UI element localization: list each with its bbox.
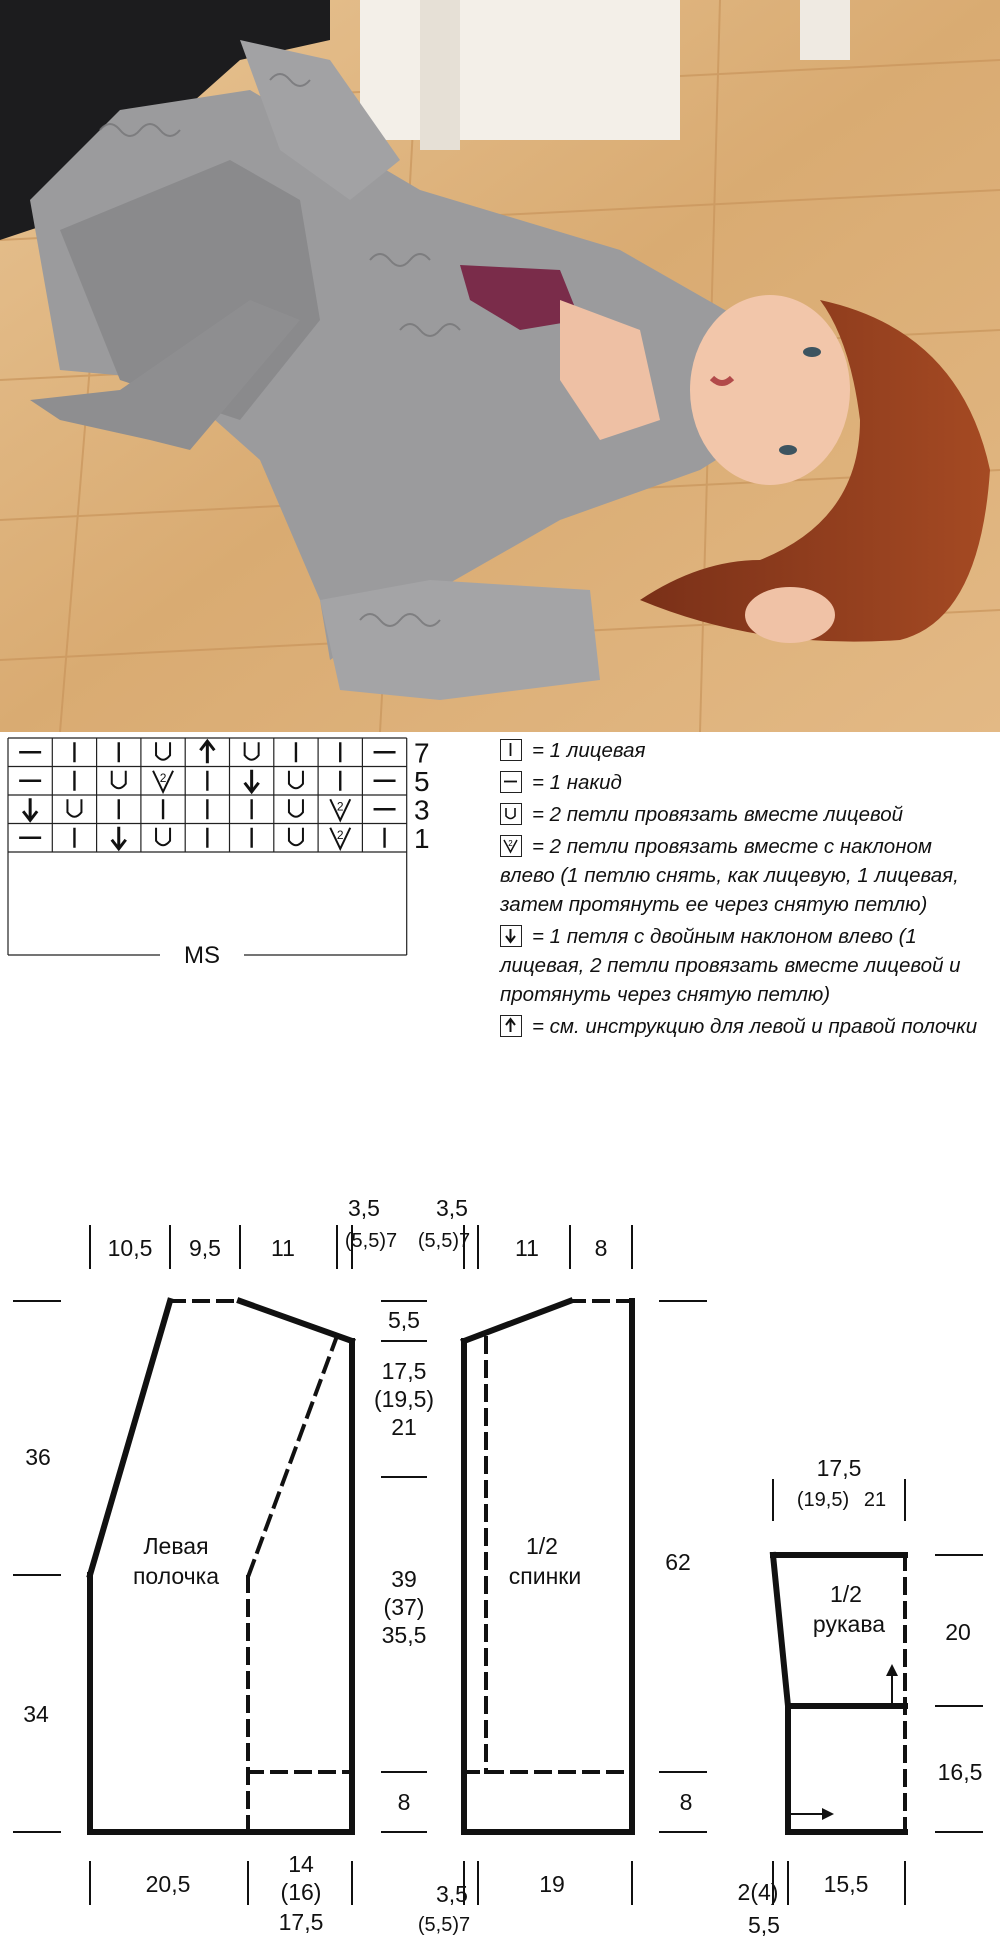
legend-text: = 1 петля с двойным наклоном влево (1 лицевая, 2 петли провязать вместе лицевой и протянуть через снятую петлю): [500, 925, 961, 1006]
dim-bottom-4: 17,5: [278, 1909, 324, 1935]
dim-right-1: 62: [665, 1549, 691, 1575]
ms-label: MS: [184, 942, 220, 969]
sleeve-top-2: (19,5): [796, 1489, 850, 1511]
chart-cell-dl: [245, 770, 259, 792]
back-label-2: спинки: [508, 1563, 582, 1589]
chart-cell-U: [289, 771, 303, 789]
chart-cell-U: [112, 771, 126, 789]
yarn-over-icon: [500, 771, 522, 793]
chart-cell-U: [289, 799, 303, 817]
dim-center-5: 39: [391, 1566, 417, 1592]
svg-text:2: 2: [508, 839, 513, 848]
back-label-1: 1/2: [526, 1533, 558, 1559]
sleeve-top-3: 21: [863, 1489, 887, 1511]
dim-center-8: 8: [397, 1789, 411, 1815]
product-photo: [0, 0, 1000, 732]
dim-center-6: (37): [383, 1594, 425, 1620]
k2tog-icon: [500, 803, 522, 825]
dim-bottom-1: 20,5: [145, 1871, 191, 1897]
chart-cell-dl: [23, 798, 37, 820]
legend-item-arrow-up: [500, 1012, 990, 1041]
chart-cell-dl: [112, 827, 126, 849]
chart-cell-U: [156, 828, 170, 846]
ssk-icon: [500, 835, 522, 857]
chart-cell-U: [289, 828, 303, 846]
row-number-label: 1: [414, 822, 430, 854]
double-decrease-icon: [500, 925, 522, 947]
chart-cell-U: [67, 799, 81, 817]
chart-cell-k2l: [330, 799, 350, 820]
dim-center-2: 17,5: [381, 1358, 427, 1384]
left-front-label-1: Левая: [143, 1533, 209, 1559]
dim-top-5: (5,5)7: [344, 1230, 398, 1252]
legend-item-yarn-over: [500, 768, 990, 797]
sleeve-bottom-1: 2(4): [737, 1879, 779, 1905]
row-number-label: 5: [414, 765, 430, 797]
legend-item-k2tog: [500, 800, 990, 829]
dim-right-2: 8: [679, 1789, 693, 1815]
legend-text: = 2 петли провязать вместе с наклоном влево (1 петлю снять, как лицевую, 1 лицевая, затем протянуть ее через снятую петлю): [500, 835, 959, 916]
dim-center-1: 5,5: [388, 1307, 420, 1333]
dim-top-7: (5,5)7: [417, 1230, 471, 1252]
dim-top-3: 11: [271, 1235, 295, 1261]
dim-left-1: 36: [25, 1444, 51, 1470]
chart-cell-U: [156, 742, 170, 760]
legend-text: = см. инструкцию для левой и правой полочки: [532, 1015, 978, 1038]
chart-cell-up: [200, 741, 214, 763]
legend-text: = 2 петли провязать вместе лицевой: [532, 803, 904, 826]
legend-text: = 1 накид: [532, 771, 622, 794]
chart-cell-k2l: [153, 771, 173, 792]
arrow-up-icon: [500, 1015, 522, 1037]
dim-bottom-2: 14: [288, 1851, 314, 1877]
legend-text: = 1 лицевая: [532, 739, 646, 762]
legend-item-double-decrease: [500, 922, 990, 1009]
dim-bottom-5: 3,5: [436, 1881, 468, 1907]
dim-center-7: 35,5: [381, 1622, 427, 1648]
chart-cell-U: [245, 742, 259, 760]
sleeve-bottom-3: 15,5: [823, 1871, 869, 1897]
sleeve-right-2: 16,5: [937, 1759, 983, 1785]
chart-cell-k2l: [330, 828, 350, 849]
svg-text:2: 2: [336, 799, 344, 814]
dim-center-4: 21: [391, 1414, 417, 1440]
row-number-label: 3: [414, 794, 430, 826]
dim-top-4: 3,5: [348, 1195, 380, 1221]
chart-legend: [500, 736, 990, 1044]
garment-schematic: [0, 1170, 1000, 1959]
legend-item-ssk: [500, 832, 990, 919]
sleeve-right-1: 20: [945, 1619, 971, 1645]
svg-text:2: 2: [336, 827, 344, 842]
dim-bottom-6: (5,5)7: [417, 1914, 471, 1936]
dim-center-3: (19,5): [373, 1386, 435, 1412]
svg-text:2: 2: [159, 770, 167, 785]
dim-bottom-7: 19: [539, 1871, 565, 1897]
dim-top-2: 9,5: [189, 1235, 221, 1261]
dim-top-6: 3,5: [436, 1195, 468, 1221]
knitting-chart: [0, 732, 480, 972]
sleeve-label-2: рукава: [812, 1611, 886, 1637]
left-front-piece: [90, 1301, 352, 1832]
knit-stitch-icon: [500, 739, 522, 761]
sleeve-label-1: 1/2: [830, 1581, 862, 1607]
left-front-label-2: полочка: [132, 1563, 220, 1589]
dim-top-9: 8: [594, 1235, 608, 1261]
dim-left-2: 34: [23, 1701, 49, 1727]
legend-item-knit: [500, 736, 990, 765]
dim-bottom-3: (16): [280, 1879, 322, 1905]
dim-top-1: 10,5: [107, 1235, 153, 1261]
sleeve-bottom-2: 5,5: [748, 1912, 780, 1938]
row-number-label: 7: [414, 737, 430, 769]
sleeve-top-1: 17,5: [816, 1455, 862, 1481]
dim-top-8: 11: [515, 1235, 539, 1261]
